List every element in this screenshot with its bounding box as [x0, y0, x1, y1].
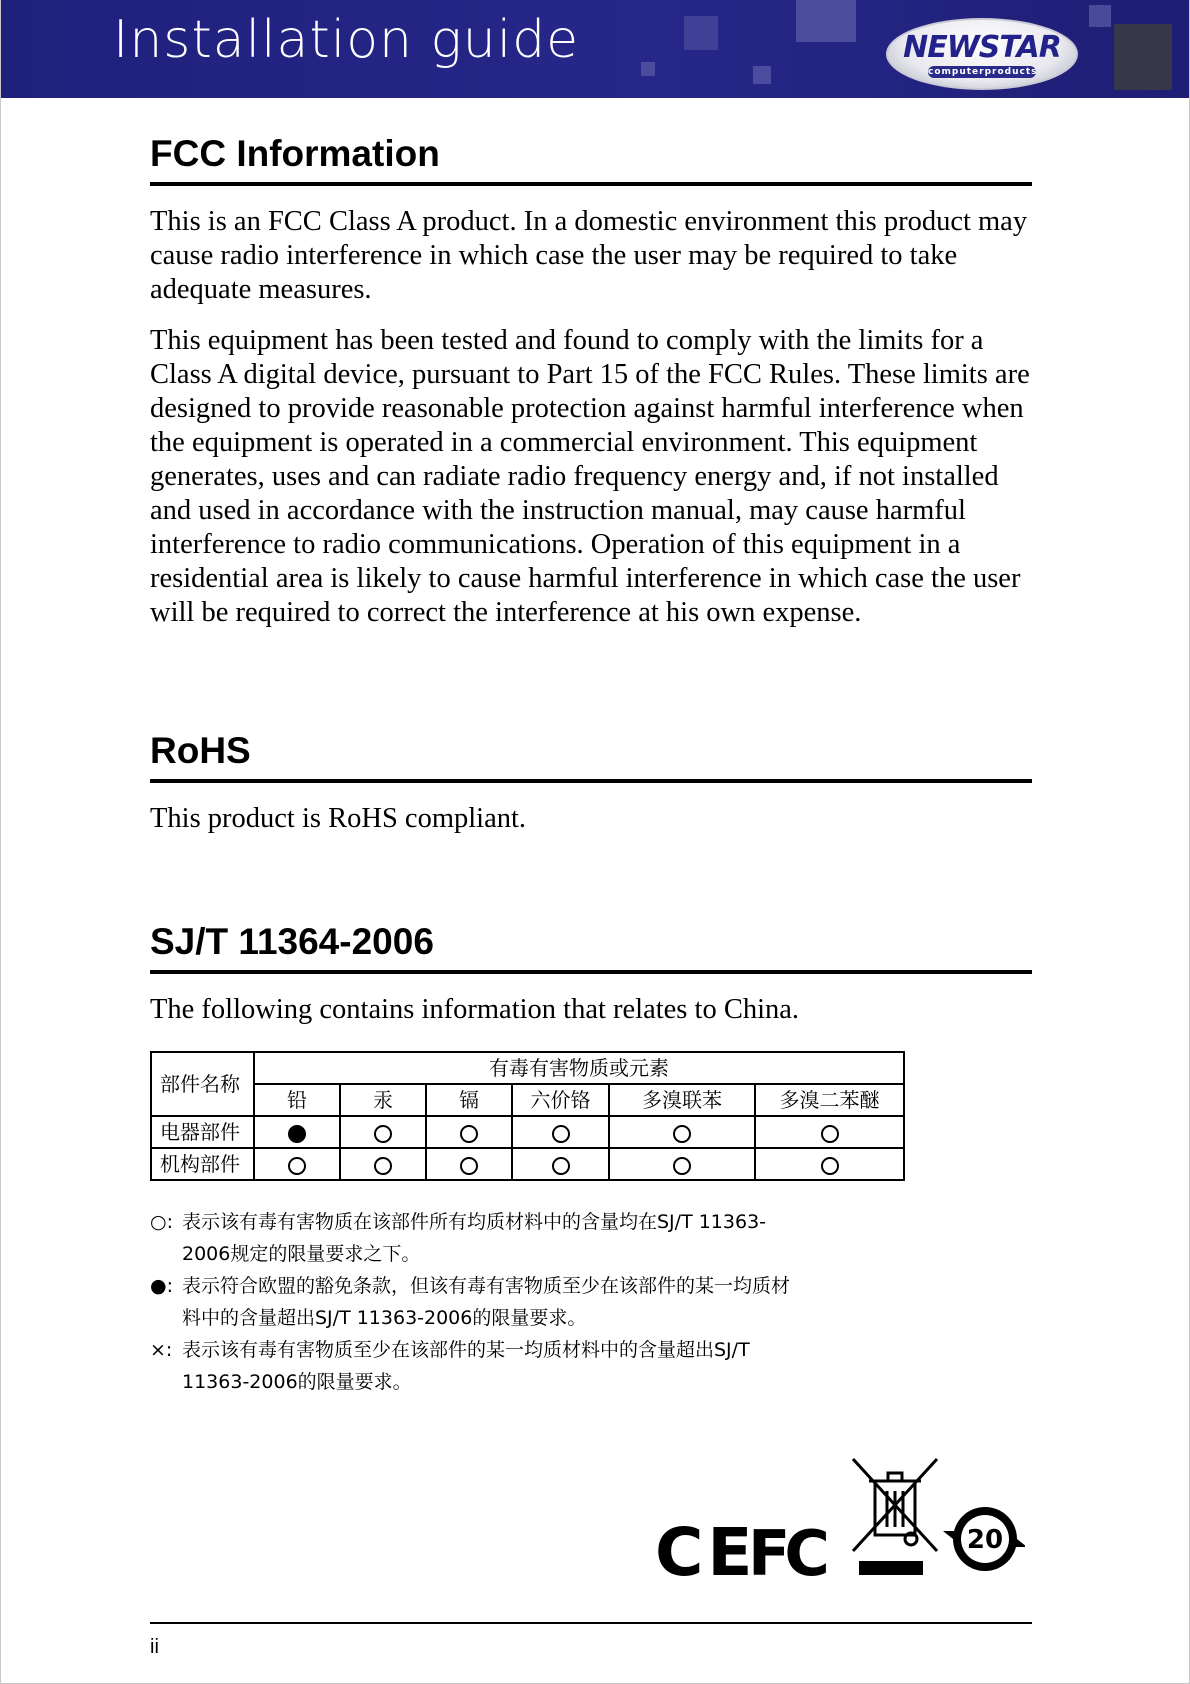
note-text: 表示该有毒有害物质至少在该部件的某一均质材料中的含量超出SJ/T 11363-2006的限量要求。 [182, 1339, 750, 1393]
compliance-circle-icon [552, 1157, 570, 1175]
weee-bar-icon [859, 1561, 923, 1575]
note-filled-circle [150, 1270, 790, 1334]
filled-circle-icon: ●: [150, 1275, 173, 1297]
compliance-circle-icon [288, 1125, 306, 1143]
compliance-circle-icon [460, 1157, 478, 1175]
compliance-circle-icon [374, 1157, 392, 1175]
note-text: 表示该有毒有害物质在该部件所有均质材料中的含量均在SJ/T 11363-2006规定的限量要求之下。 [182, 1211, 767, 1265]
compliance-circle-icon [460, 1125, 478, 1143]
row-label: 机构部件 [151, 1148, 254, 1180]
mark-cell [512, 1148, 609, 1180]
column-header: 铅 [254, 1084, 340, 1116]
sjt-heading: SJ/T 11364-2006 [150, 923, 1032, 974]
table-row [151, 1148, 904, 1180]
mark-cell [512, 1116, 609, 1148]
legend-notes [150, 1206, 790, 1398]
mark-cell [426, 1116, 512, 1148]
fcc-heading: FCC Information [150, 135, 1032, 186]
logo-tagline: computerproducts [928, 67, 1038, 77]
mark-cell [755, 1116, 904, 1148]
compliance-circle-icon [673, 1125, 691, 1143]
mark-cell [609, 1148, 755, 1180]
weee-bin-icon [853, 1459, 937, 1551]
mark-cell [426, 1148, 512, 1180]
column-header: 多溴联苯 [609, 1084, 755, 1116]
rohs-heading: RoHS [150, 732, 1032, 783]
rohs-text: This product is RoHS compliant. [150, 803, 527, 834]
header-banner [1, 0, 1189, 98]
newstar-logo [886, 18, 1078, 90]
mark-cell [340, 1116, 426, 1148]
empty-circle-icon: ○: [150, 1211, 173, 1233]
fcc-paragraph-2: This equipment has been tested and found to comply with the limits for a Class A digital device, pursuant to Part 15 of the FCC Rules. These limits are designed to provide reasonable protection against harmful interference when the equipment is operated in a commercial environment. This equipment generates, uses and can radiate radio frequency energy and, if not installed and used in accordance with the instruction manual, may cause harmful interference to radio communications. Operation of this equipment in a residential area is likely to cause harmful interference in which case the user will be required to correct the interference at his own expense. [150, 325, 1030, 628]
logo-wordmark: NEWSTAR [903, 30, 1061, 65]
document-title: Installation guide [113, 10, 580, 70]
compliance-circle-icon [673, 1157, 691, 1175]
compliance-circle-icon [288, 1157, 306, 1175]
fcc-paragraph-1: This is an FCC Class A product. In a domestic environment this product may cause radio interference in which case the user may be required to take adequate measures. [150, 206, 1028, 305]
sjt-intro: The following contains information that relates to China. [150, 994, 800, 1025]
mark-cell [755, 1148, 904, 1180]
compliance-circle-icon [821, 1125, 839, 1143]
column-header: 六价铬 [512, 1084, 609, 1116]
compliance-circle-icon [374, 1125, 392, 1143]
mark-cell [609, 1116, 755, 1148]
epup-20-icon [943, 1507, 1025, 1571]
mark-cell [254, 1116, 340, 1148]
decor-square [796, 0, 856, 42]
note-text: 表示符合欧盟的豁免条款，但该有毒有害物质至少在该部件的某一均质材料中的含量超出SJ/T 11363-2006的限量要求。 [182, 1275, 791, 1329]
decor-square [641, 62, 655, 76]
table-row [151, 1116, 904, 1148]
part-name-header: 部件名称 [151, 1052, 254, 1116]
page-number: ii [150, 1636, 159, 1658]
compliance-circle-icon [821, 1157, 839, 1175]
decor-square [1089, 5, 1111, 27]
decor-square [753, 66, 771, 84]
mark-cell [340, 1148, 426, 1180]
ce-mark-icon: CE [655, 1514, 757, 1585]
column-header: 多溴二苯醚 [755, 1084, 904, 1116]
certification-marks [655, 1455, 1025, 1585]
fcc-mark-icon: FC [748, 1517, 824, 1585]
mark-cell [254, 1148, 340, 1180]
decor-square [1114, 24, 1172, 90]
row-label: 电器部件 [151, 1116, 254, 1148]
substances-group-header: 有毒有害物质或元素 [254, 1052, 904, 1084]
footer-rule [150, 1622, 1032, 1624]
column-header: 汞 [340, 1084, 426, 1116]
decor-square [684, 16, 718, 50]
column-header: 镉 [426, 1084, 512, 1116]
compliance-circle-icon [552, 1125, 570, 1143]
cross-icon: ×: [150, 1339, 173, 1361]
epup-years: 20 [966, 1525, 1004, 1555]
hazardous-substances-table [150, 1051, 905, 1181]
note-cross [150, 1334, 790, 1398]
note-empty-circle [150, 1206, 790, 1270]
